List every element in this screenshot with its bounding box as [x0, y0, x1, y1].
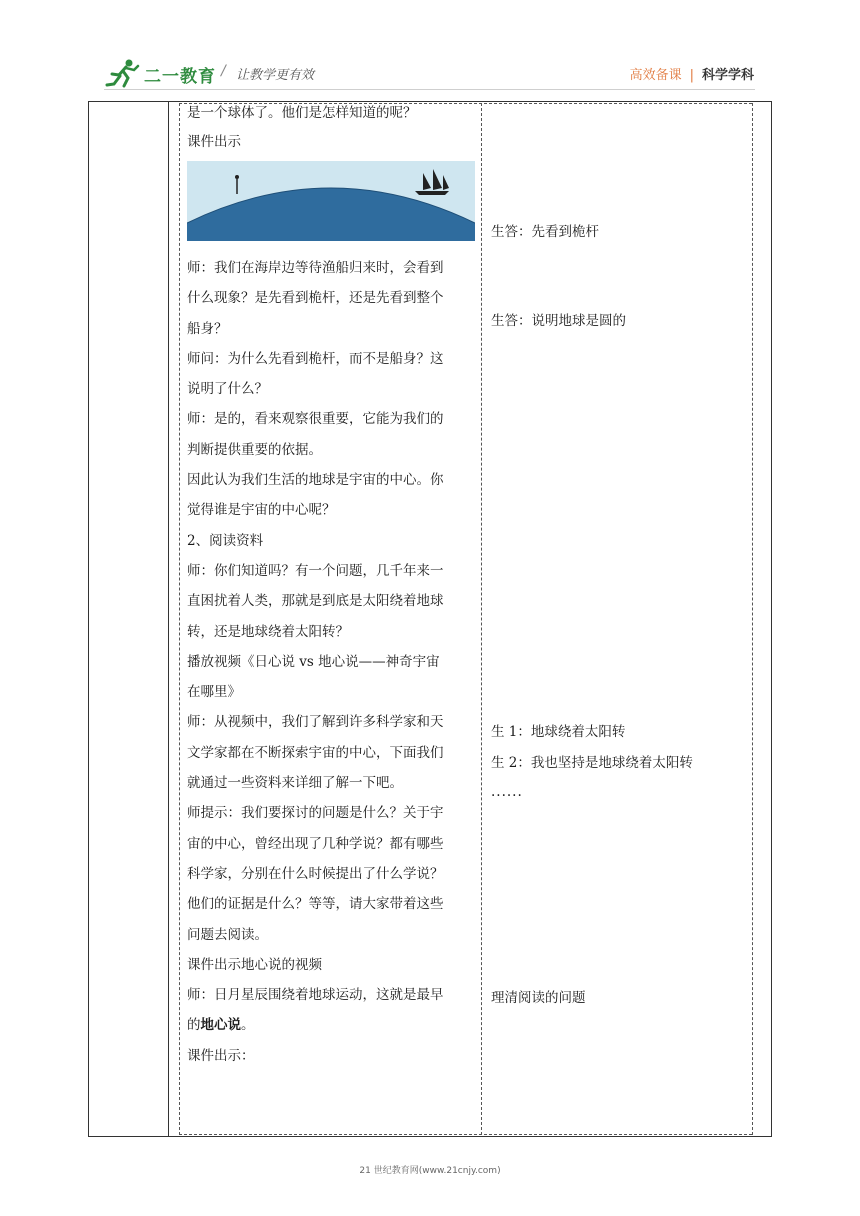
content-line: 就通过一些资料来详细了解一下吧。 — [187, 775, 403, 792]
content-line-geocentric — [187, 1010, 477, 1040]
content-line: 师：从视频中，我们了解到许多科学家和天 — [187, 714, 444, 731]
content-line: 课件出示： — [187, 1047, 255, 1064]
table-border-top — [88, 101, 772, 102]
content-line: 师提示：我们要探讨的问题是什么？关于宇 — [187, 805, 444, 822]
content-line: 师：是的，看来观察很重要，它能为我们的 — [187, 411, 444, 428]
content-line: 师：日月星辰围绕着地球运动，这就是最早 — [187, 987, 444, 1004]
header-slogan: 让教学更有效 — [236, 68, 315, 83]
content-line: 播放视频《日心说 vs 地心说——神奇宇宙 — [187, 653, 440, 670]
header-subject-label: 科学学科 — [701, 68, 754, 83]
table-border-bottom — [88, 1136, 772, 1137]
content-line: 因此认为我们生活的地球是宇宙的中心。你 — [187, 472, 444, 489]
content-line: 课件出示地心说的视频 — [187, 956, 322, 973]
content-line: 课件出示 — [187, 134, 241, 150]
student-response: 生 2：我也坚持是地球绕着太阳转 — [491, 755, 693, 771]
student-response: 生答：说明地球是圆的 — [491, 313, 626, 329]
student-response: ...... — [491, 784, 523, 800]
content-line: 2、阅读资料 — [187, 532, 264, 549]
header-divider — [104, 89, 755, 90]
content-line: 文学家都在不断探索宇宙的中心，下面我们 — [187, 744, 444, 761]
content-line: 师：你们知道吗？有一个问题，几千年来一 — [187, 562, 444, 579]
page-footer: 21 世纪教育网(www.21cnjy.com) — [359, 1166, 501, 1176]
content-line: 转，还是地球绕着太阳转？ — [187, 623, 349, 640]
header-slash: / — [221, 63, 226, 79]
content-line: 说明了什么？ — [187, 381, 268, 398]
content-line: 问题去阅读。 — [187, 926, 268, 943]
content-line: 判断提供重要的依据。 — [187, 441, 322, 458]
content-line: 他们的证据是什么？等等，请大家带着这些 — [187, 896, 444, 913]
dashed-border-bottom — [179, 1134, 752, 1135]
content-line: 直困扰着人类，那就是到底是太阳绕着地球 — [187, 593, 444, 610]
dashed-border-right — [752, 103, 753, 1135]
content-line: 什么现象？是先看到桅杆，还是先看到整个 — [187, 290, 444, 307]
brand-name: 二一教育 — [144, 67, 216, 87]
student-response: 理清阅读的问题 — [491, 990, 586, 1006]
content-line: 宙的中心，曾经出现了几种学说？都有哪些 — [187, 835, 444, 852]
text-fragment: 。 — [241, 1017, 255, 1034]
content-line: 师问：为什么先看到桅杆，而不是船身？这 — [187, 350, 444, 367]
content-line: 科学家，分别在什么时候提出了什么学说？ — [187, 865, 444, 882]
content-line: 船身？ — [187, 320, 228, 337]
content-line: 是一个球体了。他们是怎样知道的呢？ — [187, 105, 417, 121]
ship-horizon-illustration — [187, 161, 475, 241]
term-geocentric: 地心说 — [200, 1017, 241, 1034]
content-line: 觉得谁是宇宙的中心呢？ — [187, 502, 336, 519]
running-man-logo-icon — [104, 58, 144, 88]
content-line: 在哪里》 — [187, 684, 241, 701]
dashed-border-middle — [481, 103, 482, 1135]
header-subject — [630, 64, 754, 83]
page-header — [104, 50, 754, 94]
table-border-left — [88, 101, 89, 1137]
header-course-label: 高效备课 — [629, 68, 682, 83]
content-line: 师：我们在海岸边等待渔船归来时，会看到 — [187, 260, 444, 276]
dashed-border-left — [179, 103, 180, 1135]
student-response: 生 1：地球绕着太阳转 — [491, 724, 626, 740]
text-fragment: 的 — [187, 1017, 201, 1034]
student-response: 生答：先看到桅杆 — [491, 224, 599, 240]
table-border-right — [771, 101, 772, 1137]
header-separator: | — [689, 68, 694, 83]
table-border-col1 — [168, 101, 169, 1137]
teaching-content — [187, 103, 477, 1071]
